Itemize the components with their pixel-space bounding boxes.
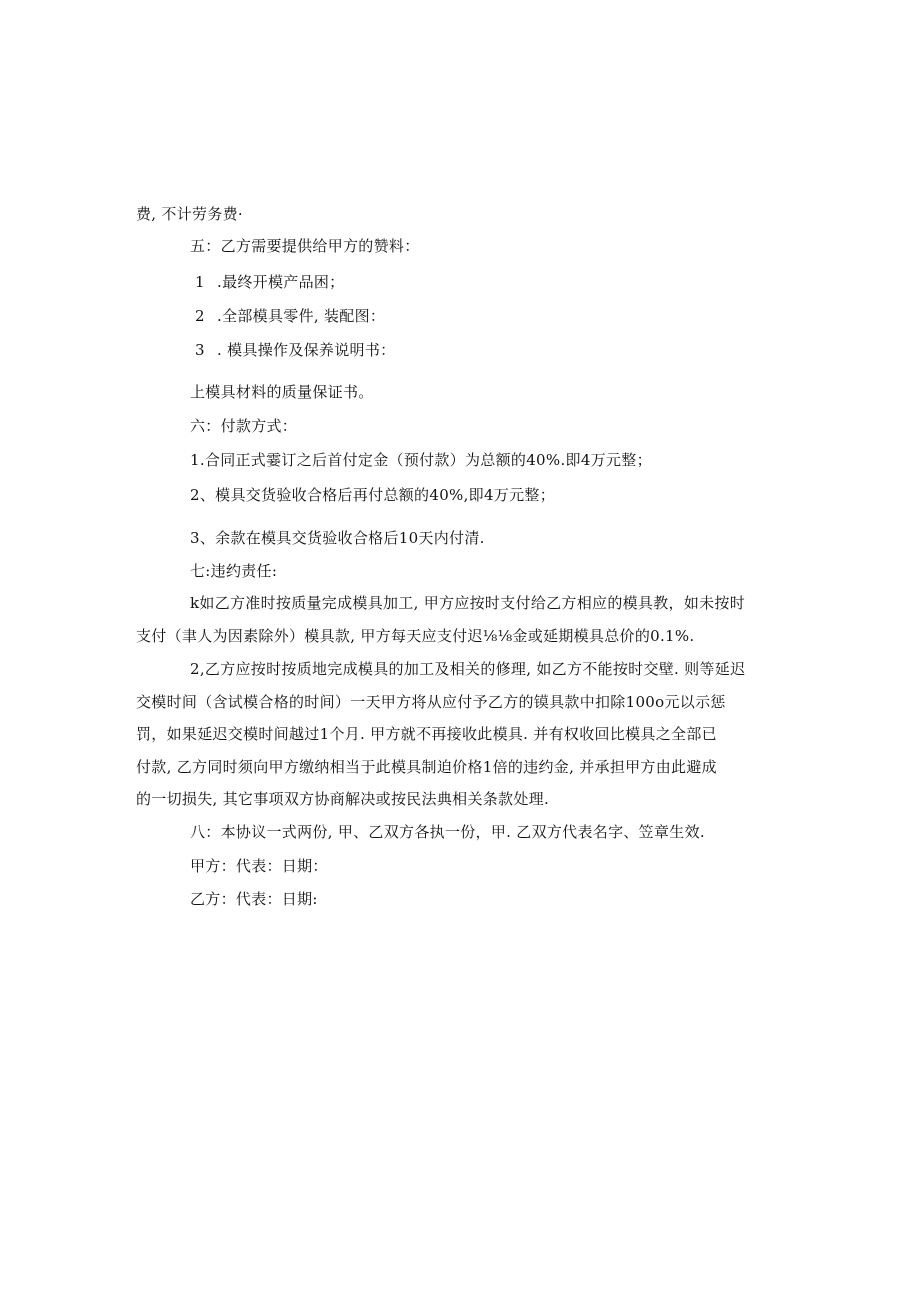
payment-item-2: 2、模具交货验收合格后再付总额的40%,即4万元整； (190, 486, 555, 504)
section-six-heading: 六：付款方式： (190, 417, 298, 435)
section-seven-heading: 七:违约责任: (190, 562, 278, 580)
list-item (195, 340, 395, 360)
list-item-text: .全部模具零件, 装配图： (217, 307, 386, 325)
list-item-text: . 模具操作及保养说明书： (217, 341, 396, 359)
breach-para-2-line: 的一切损失, 其它事项双方协商解决或按民法典相关条款处理. (136, 790, 550, 808)
breach-para-1-line: 支付（聿人为因素除外）模具款, 甲方每天应支付迟⅛⅛金或延期模具总价的0.1%. (136, 627, 695, 645)
section-eight-text: 八：本协议一式两份, 甲、乙双方各执一份，甲. 乙双方代表名字、笠章生效. (190, 823, 705, 841)
party-b-signature-line: 乙方：代表：日期: (190, 890, 318, 908)
list-item (195, 272, 344, 292)
list-item (195, 306, 385, 326)
breach-para-1-line: k如乙方准时按质量完成模具加工, 甲方应按时支付给乙方相应的模具教，如未按时 (190, 594, 746, 612)
breach-para-2-line: 2,乙方应按时按质地完成模具的加工及相关的修理, 如乙方不能按时交壁. 则等延迟 (190, 660, 746, 678)
section-five-heading: 五：乙方需要提供给甲方的赞料： (190, 237, 420, 255)
breach-para-2-line: 交模时间（含试模合格的时间）一天甲方将从应付予乙方的镆具款中扣除100o元以示惩 (136, 693, 726, 711)
text-line-quality-cert: 上模具材料的质量保证书。 (190, 383, 374, 401)
breach-para-2-line: 罚，如果延迟交模时间越过1个月. 甲方就不再接收此模具. 并有权收回比模具之全部已 (136, 725, 717, 743)
list-item-text: .最终开模产品困； (217, 273, 345, 291)
payment-item-1: 1.合同正式霎订之后首付定金（预付款）为总额的40%.即4万元整； (190, 451, 652, 469)
list-item-number: 2 (195, 307, 205, 325)
text-line-fee: 费, 不计劳务费· (136, 205, 244, 223)
party-a-signature-line: 甲方：代表：日期： (190, 857, 328, 875)
breach-para-2-line: 付款, 乙方同时须向甲方缴纳相当于此模具制迫价格1倍的违约金, 并承担甲方由此避成 (136, 758, 717, 776)
payment-item-3: 3、余款在模具交货验收合格后10天内付清. (190, 529, 485, 547)
list-item-number: 3 (195, 341, 205, 359)
list-item-number: 1 (195, 273, 205, 291)
